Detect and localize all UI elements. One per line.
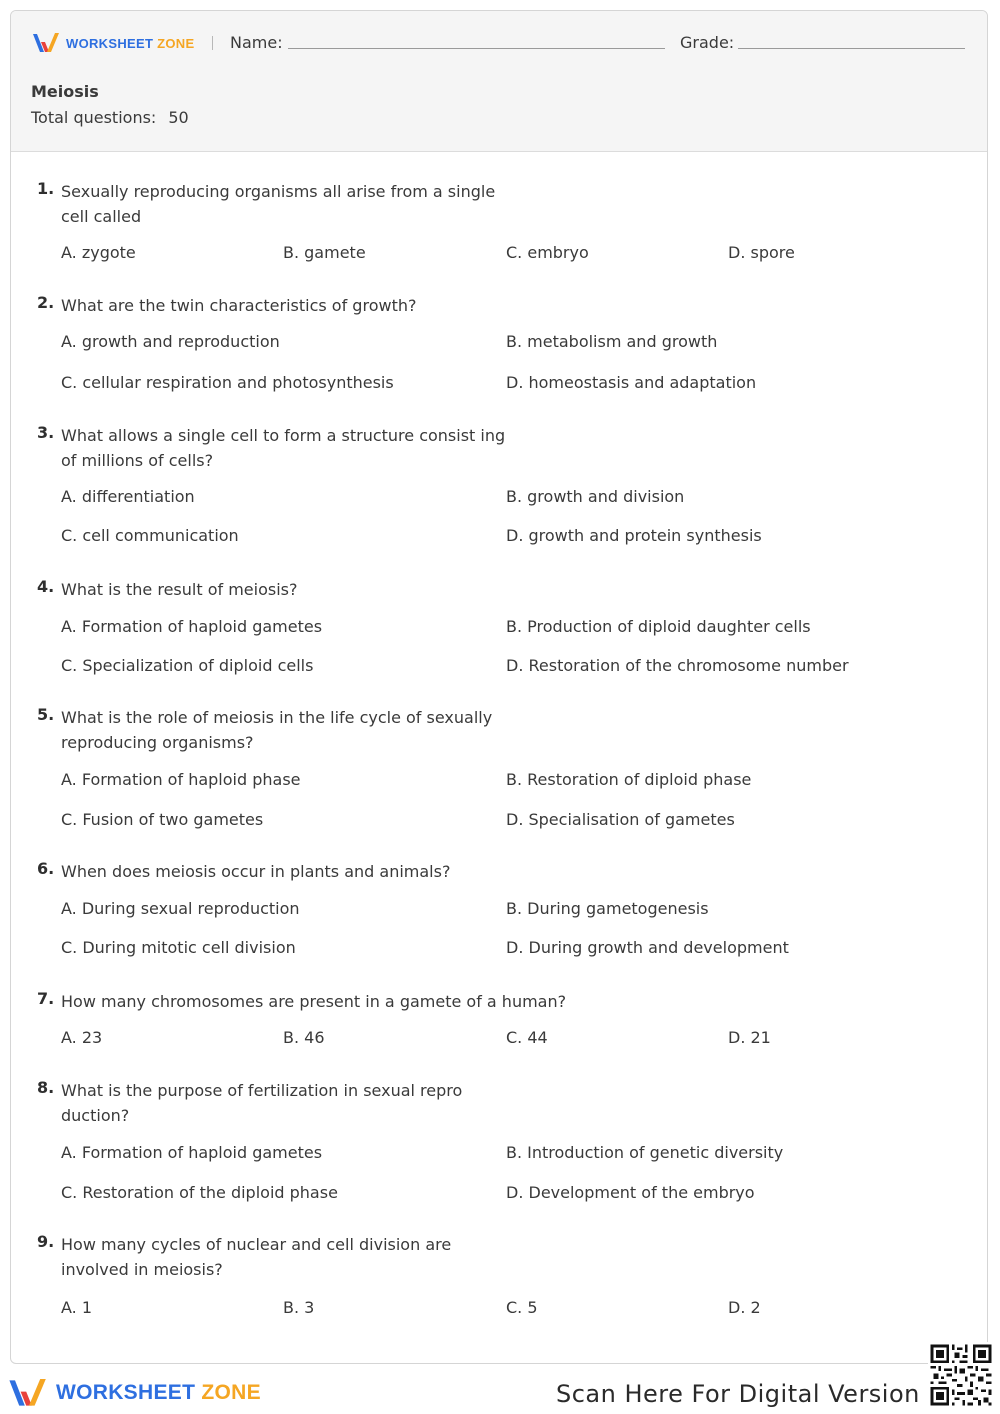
question-text: What are the twin characteristics of growth?	[61, 296, 417, 315]
grade-label: Grade:	[680, 33, 735, 52]
option-b[interactable]: B. During gametogenesis	[506, 899, 709, 918]
option-d[interactable]: D. homeostasis and adaptation	[506, 373, 757, 392]
question-text: What allows a single cell to form a structure consist ing of millions of cells?	[61, 426, 506, 470]
option-a[interactable]: A. 1	[61, 1298, 93, 1317]
question-number: 8.	[37, 1078, 55, 1097]
footer-logo-text-worksheet: WORKSHEET	[56, 1381, 196, 1404]
total-questions-label: Total questions:	[31, 108, 157, 127]
option-a[interactable]: A. Formation of haploid gametes	[61, 1143, 323, 1162]
worksheet-zone-logo-icon	[32, 31, 62, 55]
worksheet-sheet	[10, 10, 988, 1364]
worksheet-header	[11, 11, 987, 152]
grade-field[interactable]	[738, 48, 965, 49]
question-number: 2.	[37, 293, 55, 312]
option-b[interactable]: B. gamete	[283, 243, 366, 262]
option-b[interactable]: B. Production of diploid daughter cells	[506, 617, 811, 636]
option-b[interactable]: B. Restoration of diploid phase	[506, 770, 752, 789]
option-a[interactable]: A. Formation of haploid gametes	[61, 617, 323, 636]
option-c[interactable]: C. Specialization of diploid cells	[61, 656, 314, 675]
option-d[interactable]: D. Restoration of the chromosome number	[506, 656, 849, 675]
header-divider	[212, 36, 213, 50]
question-number: 1.	[37, 179, 55, 198]
option-c[interactable]: C. embryo	[506, 243, 589, 262]
question-text: What is the role of meiosis in the life cycle of sexually reproducing organisms?	[61, 708, 493, 752]
worksheet-title: Meiosis	[31, 82, 99, 101]
option-d[interactable]: D. During growth and development	[506, 938, 789, 957]
option-d[interactable]: D. 21	[728, 1028, 771, 1047]
option-b[interactable]: B. Introduction of genetic diversity	[506, 1143, 784, 1162]
option-a[interactable]: A. growth and reproduction	[61, 332, 280, 351]
question-text: Sexually reproducing organisms all arise from a single cell called	[61, 182, 496, 226]
option-b[interactable]: B. metabolism and growth	[506, 332, 718, 351]
question-text: How many chromosomes are present in a gamete of a human?	[61, 992, 567, 1011]
option-c[interactable]: C. 5	[506, 1298, 538, 1317]
footer-logo	[8, 1376, 261, 1410]
option-a[interactable]: A. 23	[61, 1028, 103, 1047]
question-number: 5.	[37, 705, 55, 724]
footer-logo-text	[56, 1381, 261, 1405]
total-questions-value: 50	[168, 108, 189, 127]
option-d[interactable]: D. Specialisation of gametes	[506, 810, 735, 829]
footer-logo-text-zone: ZONE	[201, 1381, 261, 1404]
name-label: Name:	[230, 33, 283, 52]
option-a[interactable]: A. zygote	[61, 243, 136, 262]
question-number: 6.	[37, 859, 55, 878]
question-text: What is the result of meiosis?	[61, 580, 298, 599]
name-field[interactable]	[288, 48, 665, 49]
question-text: When does meiosis occur in plants and animals?	[61, 862, 451, 881]
option-c[interactable]: C. Restoration of the diploid phase	[61, 1183, 338, 1202]
question-number: 9.	[37, 1232, 55, 1251]
question-number: 4.	[37, 577, 55, 596]
option-a[interactable]: A. differentiation	[61, 487, 195, 506]
option-b[interactable]: B. 46	[283, 1028, 325, 1047]
scan-instruction: Scan Here For Digital Version	[556, 1380, 920, 1408]
question-number: 7.	[37, 989, 55, 1008]
question-text: How many cycles of nuclear and cell division are involved in meiosis?	[61, 1235, 452, 1279]
logo-text-worksheet: WORKSHEET	[66, 35, 154, 51]
option-c[interactable]: C. cellular respiration and photosynthesis	[61, 373, 394, 392]
qr-code-icon[interactable]	[928, 1342, 994, 1408]
option-a[interactable]: A. Formation of haploid phase	[61, 770, 301, 789]
question-text: What is the purpose of fertilization in sexual repro duction?	[61, 1081, 463, 1125]
worksheet-zone-logo-icon	[8, 1376, 50, 1410]
question-number: 3.	[37, 423, 55, 442]
option-b[interactable]: B. 3	[283, 1298, 315, 1317]
option-b[interactable]: B. growth and division	[506, 487, 685, 506]
total-questions	[31, 108, 189, 127]
option-c[interactable]: C. cell communication	[61, 526, 239, 545]
option-c[interactable]: C. 44	[506, 1028, 548, 1047]
logo-text	[66, 36, 194, 51]
option-c[interactable]: C. During mitotic cell division	[61, 938, 296, 957]
option-a[interactable]: A. During sexual reproduction	[61, 899, 300, 918]
option-d[interactable]: D. spore	[728, 243, 795, 262]
option-d[interactable]: D. Development of the embryo	[506, 1183, 755, 1202]
header-logo	[32, 31, 194, 55]
option-d[interactable]: D. growth and protein synthesis	[506, 526, 762, 545]
logo-text-zone: ZONE	[157, 35, 195, 51]
option-c[interactable]: C. Fusion of two gametes	[61, 810, 264, 829]
option-d[interactable]: D. 2	[728, 1298, 761, 1317]
